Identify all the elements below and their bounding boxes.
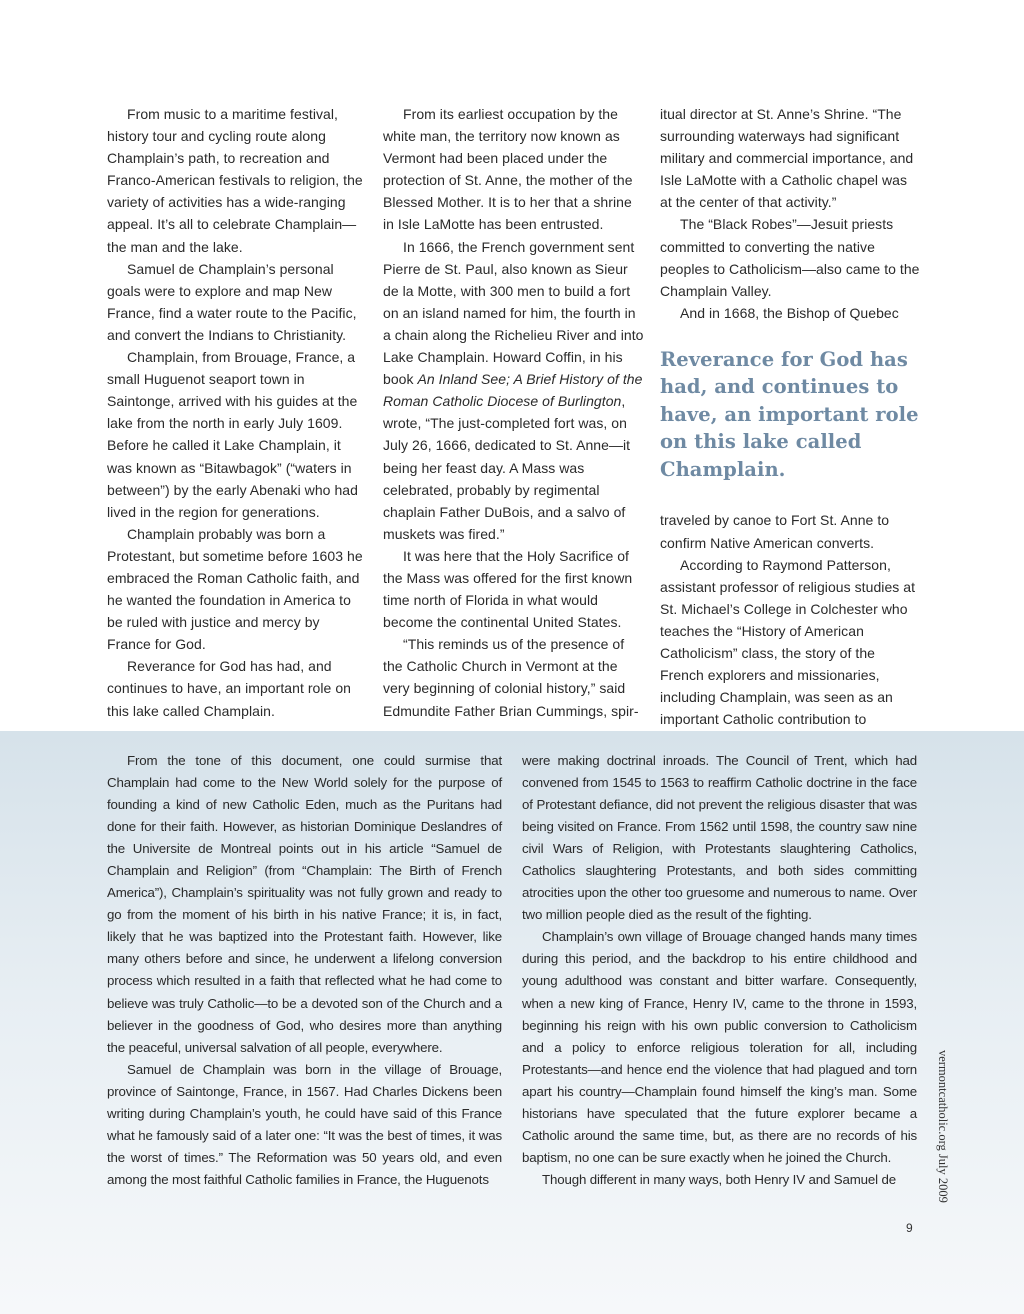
pull-quote: Reverance for God has had, and continues to have, an important role on this lake called Champlain. (660, 347, 919, 481)
paragraph: From music to a maritime festival, history tour and cycling route along Champlain’s path, to recreation and Franco-American festivals to religion, the variety of activities has a wide-ranging appeal. It’s all to celebrate Champlain—the man and the lake. (107, 106, 363, 255)
paragraph: Samuel de Champlain was born in the village of Brouage, province of Saintonge, France, in 1567. Had Charles Dickens been writing during Champlain’s youth, he could have said of this France what he famously said of a later one: “It was the best of times, it was the worst of times.” The Reformation was 50 years old, and even among the most faithful Catholic families in France, the Huguenots (107, 1061, 502, 1187)
paragraph: It was here that the Holy Sacrifice of the Mass was offered for the first known time north of Florida in what would become the continental United States. (383, 547, 633, 631)
paragraph: From the tone of this document, one could surmise that Champlain had come to the New World solely for the purpose of founding a kind of new Catholic Eden, much as the Puritans had done for their faith. However, as historian Dominique Deslandres of the Universite de Montreal points out in his article “Samuel de Champlain and Religion” (from “Champlain: The Birth of French America”), Champlain’s spirituality was not fully grown and ready to go from the moment of his birth in his native France; it is, in fact, likely that he was baptized into the Protestant faith. However, like many others before and since, he underwent a lifelong conversion process which resulted in a faith that reflected what he had come to believe was truly Catholic—to be a devoted son of the Church and a believer in the goodness of God, who desires more than anything the peaceful, universal salvation of all people, everywhere. (107, 753, 502, 1055)
article-column-2 (383, 103, 645, 722)
paragraph: Champlain, from Brouage, France, a small Huguenot seaport town in Saintonge, arrived with his guides at the lake from the north in early July 1609. Before he called it Lake Champlain, it was known as “Bitawbagok” (“waters in between”) by the early Abenaki who had lived in the region for generations. (107, 349, 358, 520)
article-column-3 (660, 103, 922, 752)
sidebar-column-1 (107, 750, 502, 1191)
paragraph: Champlain’s own village of Brouage changed hands many times during this period, and the backdrop to his entire childhood and young adulthood was constant and bitter warfare. Consequently, when a new king of France, Henry IV, came to the throne in 1593, beginning his reign with his own public conversion to Catholicism and a policy to enforce religious toleration for all, including Protestants—and hence end the violence that had plagued and torn apart his country—Champlain found himself the king’s man. Some historians have speculated that the future explorer became a Catholic around the same time, but, as there are no records of his baptism, no one can be sure exactly when he joined the Church. (522, 929, 917, 1165)
sidebar-column-2 (522, 750, 917, 1191)
paragraph: itual director at St. Anne’s Shrine. “The surrounding waterways had significant military and commercial importance, and Isle LaMotte with a Catholic chapel was at the center of that activity.” (660, 106, 914, 211)
book-title: An Inland See; A Brief History of the Roman Catholic Diocese of Burlington (383, 371, 643, 410)
paragraph: The “Black Robes”—Jesuit priests committed to converting the native peoples to Catholicism—also came to the Champlain Valley. (660, 216, 920, 299)
paragraph: According to Raymond Patterson, assistant professor of religious studies at St. Michael’s College in Colchester who teaches the “History of American Catholicism” class, the story of the French explorers and missionaries, including Champlain, was seen as an important Catholic contribution to (660, 556, 916, 728)
text-run: , wrote, “The just-completed fort was, on July 26, 1666, dedicated to St. Anne—it being her feast day. A Mass was celebrated, probably by regimental chaplain Father DuBois, and a salvo of muskets was fired.” (383, 393, 631, 542)
paragraph: Champlain probably was born a Protestant, but sometime before 1603 he embraced the Roman Catholic faith, and he wanted the foundation in America to be ruled with justice and mercy by France for God. (107, 525, 363, 653)
paragraph: Reverance for God has had, and continues to have, an important role on this lake called Champlain. (107, 658, 351, 719)
paragraph-with-book-title (383, 236, 645, 545)
paragraph: “This reminds us of the presence of the Catholic Church in Vermont at the very beginning of colonial history,” said Edmundite Father Brian Cummings, spir- (383, 636, 639, 719)
paragraph: were making doctrinal inroads. The Council of Trent, which had convened from 1545 to 1563 to reaffirm Catholic doctrine in the face of Protestant defiance, did not prevent the religious disaster that was being visited on France. From 1562 until 1598, the country saw nine civil Wars of Religion, with Protestants slaughtering Catholics, Catholics slaughtering Protestants, and both sides committing atrocities upon the other too gruesome and numerous to name. Over two million people died as the result of the fighting. (522, 753, 917, 923)
folio-website-date: vermontcatholic.org July 2009 (936, 1050, 950, 1203)
text-run: In 1666, the French government sent Pierre de St. Paul, also known as Sieur de la Motte, with 300 men to build a fort on an island named for him, the fourth in a chain along the Richelieu River and into Lake Champlain. Howard Coffin, in his book (383, 238, 644, 388)
paragraph: And in 1668, the Bishop of Quebec (680, 304, 899, 321)
paragraph: Samuel de Champlain’s personal goals were to explore and map New France, find a water route to the Pacific, and convert the Indians to Christianity. (107, 260, 357, 343)
sidebar-article-section (0, 731, 1024, 1314)
page-number: 9 (906, 1221, 913, 1235)
article-column-1 (107, 103, 367, 722)
paragraph: From its earliest occupation by the white man, the territory now known as Vermont had been placed under the protection of St. Anne, the mother of the Blessed Mother. It is to her that a shrine in Isle LaMotte has been entrusted. (383, 106, 633, 233)
paragraph: traveled by canoe to Fort St. Anne to confirm Native American converts. (660, 512, 890, 551)
paragraph: Though different in many ways, both Henry IV and Samuel de (542, 1171, 896, 1187)
